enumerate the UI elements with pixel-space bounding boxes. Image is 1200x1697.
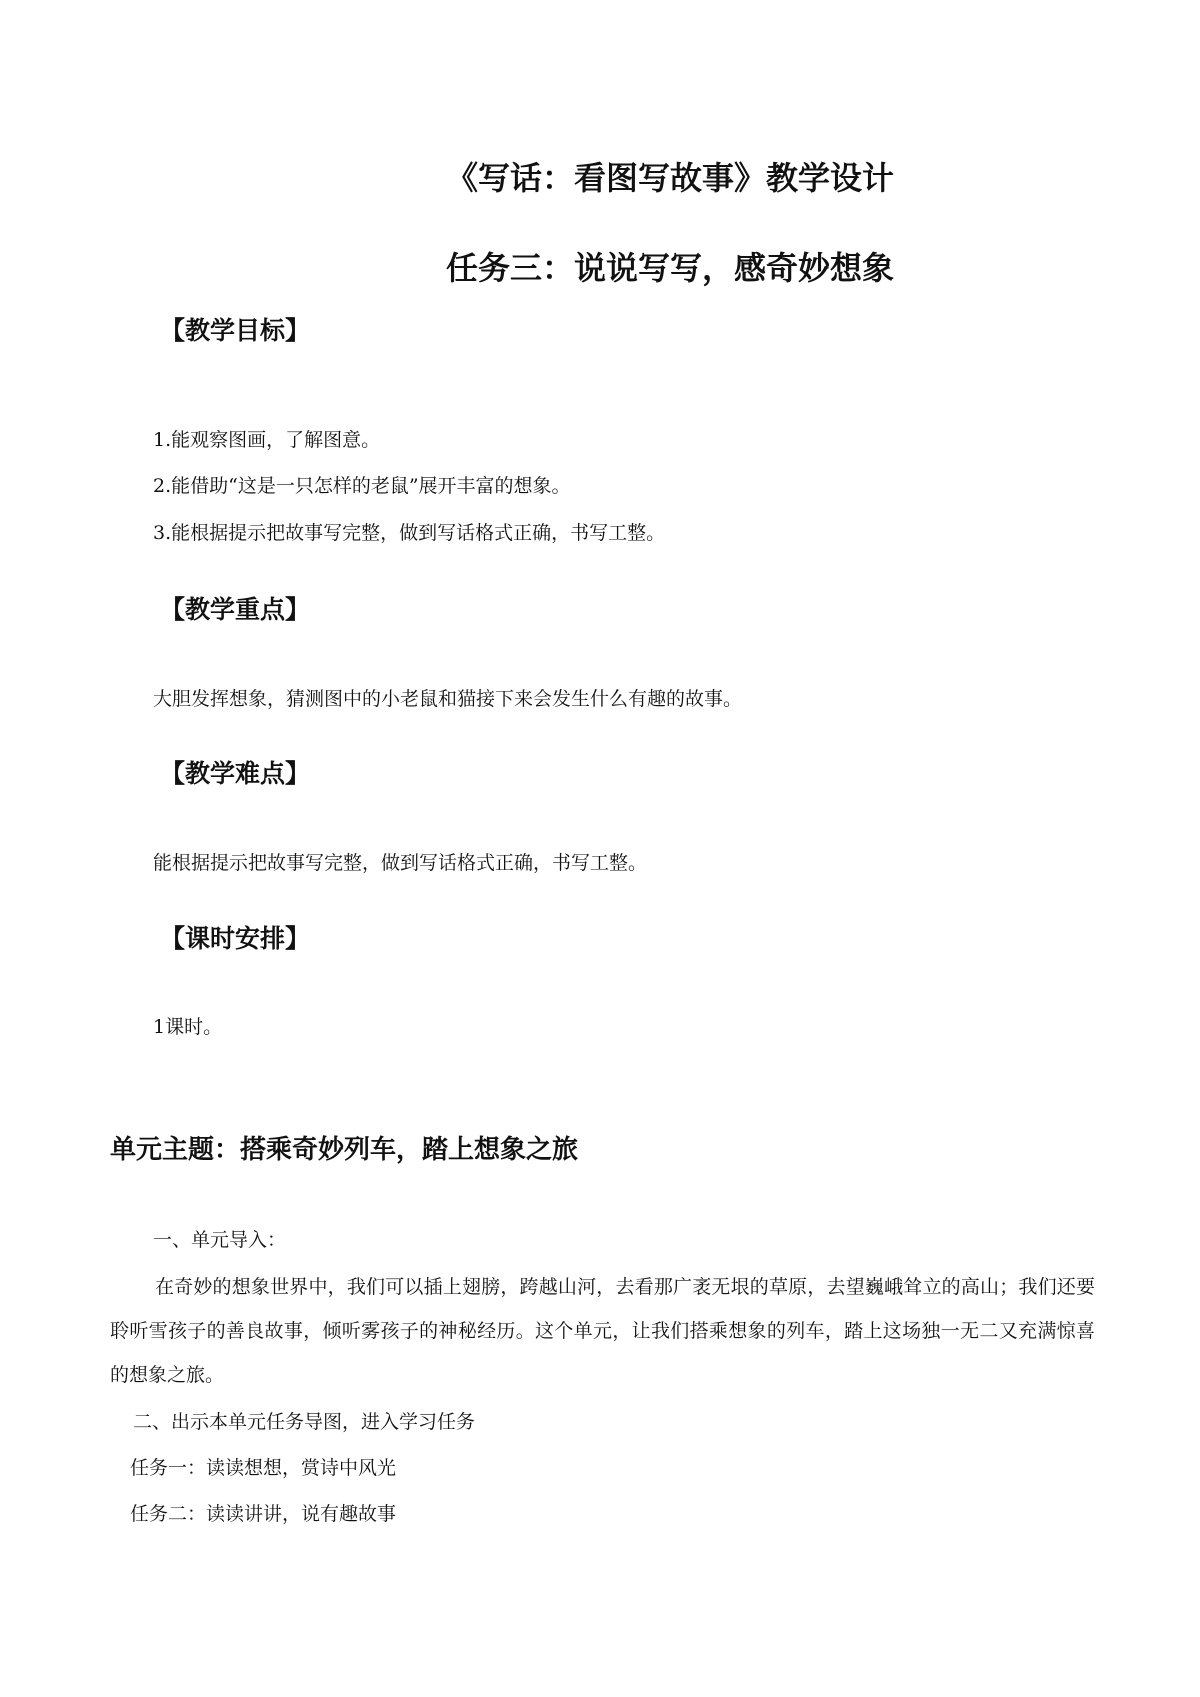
task-item-2: 任务二：读读讲讲，说有趣故事 [130,1503,397,1525]
task-title: 任务三：说说写写，感奇妙想象 [445,249,894,287]
document-title: 《写话：看图写故事》教学设计 [445,159,894,197]
task-item-1: 任务一：读读想想，赏诗中风光 [130,1457,397,1479]
task-map-heading: 二、出示本单元任务导图，进入学习任务 [133,1411,476,1433]
goal-item-2: 2.能借助“这是一只怎样的老鼠”展开丰富的想象。 [153,475,571,497]
difficulties-heading: 【教学难点】 [160,759,311,788]
goal-item-1: 1.能观察图画，了解图意。 [153,429,381,451]
schedule-text: 1课时。 [153,1016,223,1038]
unit-theme: 单元主题：搭乘奇妙列车，踏上想象之旅 [110,1135,579,1165]
difficulties-text: 能根据提示把故事写完整，做到写话格式正确，书写工整。 [153,852,648,874]
goal-item-3: 3.能根据提示把故事写完整，做到写话格式正确，书写工整。 [153,522,666,544]
goals-heading: 【教学目标】 [160,316,311,345]
key-points-heading: 【教学重点】 [160,595,311,624]
unit-intro-paragraph: 在奇妙的想象世界中，我们可以插上翅膀，跨越山河，去看那广袤无垠的草原，去望巍峨耸立的高山；我们还要聆听雪孩子的善良故事，倾听雾孩子的神秘经历。这个单元，让我们搭乘想象的列车，踏上这场独一无二又充满惊喜的想象之旅。 [110,1276,1095,1386]
schedule-heading: 【课时安排】 [160,924,311,953]
unit-intro-heading: 一、单元导入： [153,1229,287,1251]
key-points-text: 大胆发挥想象，猜测图中的小老鼠和猫接下来会发生什么有趣的故事。 [153,688,743,710]
